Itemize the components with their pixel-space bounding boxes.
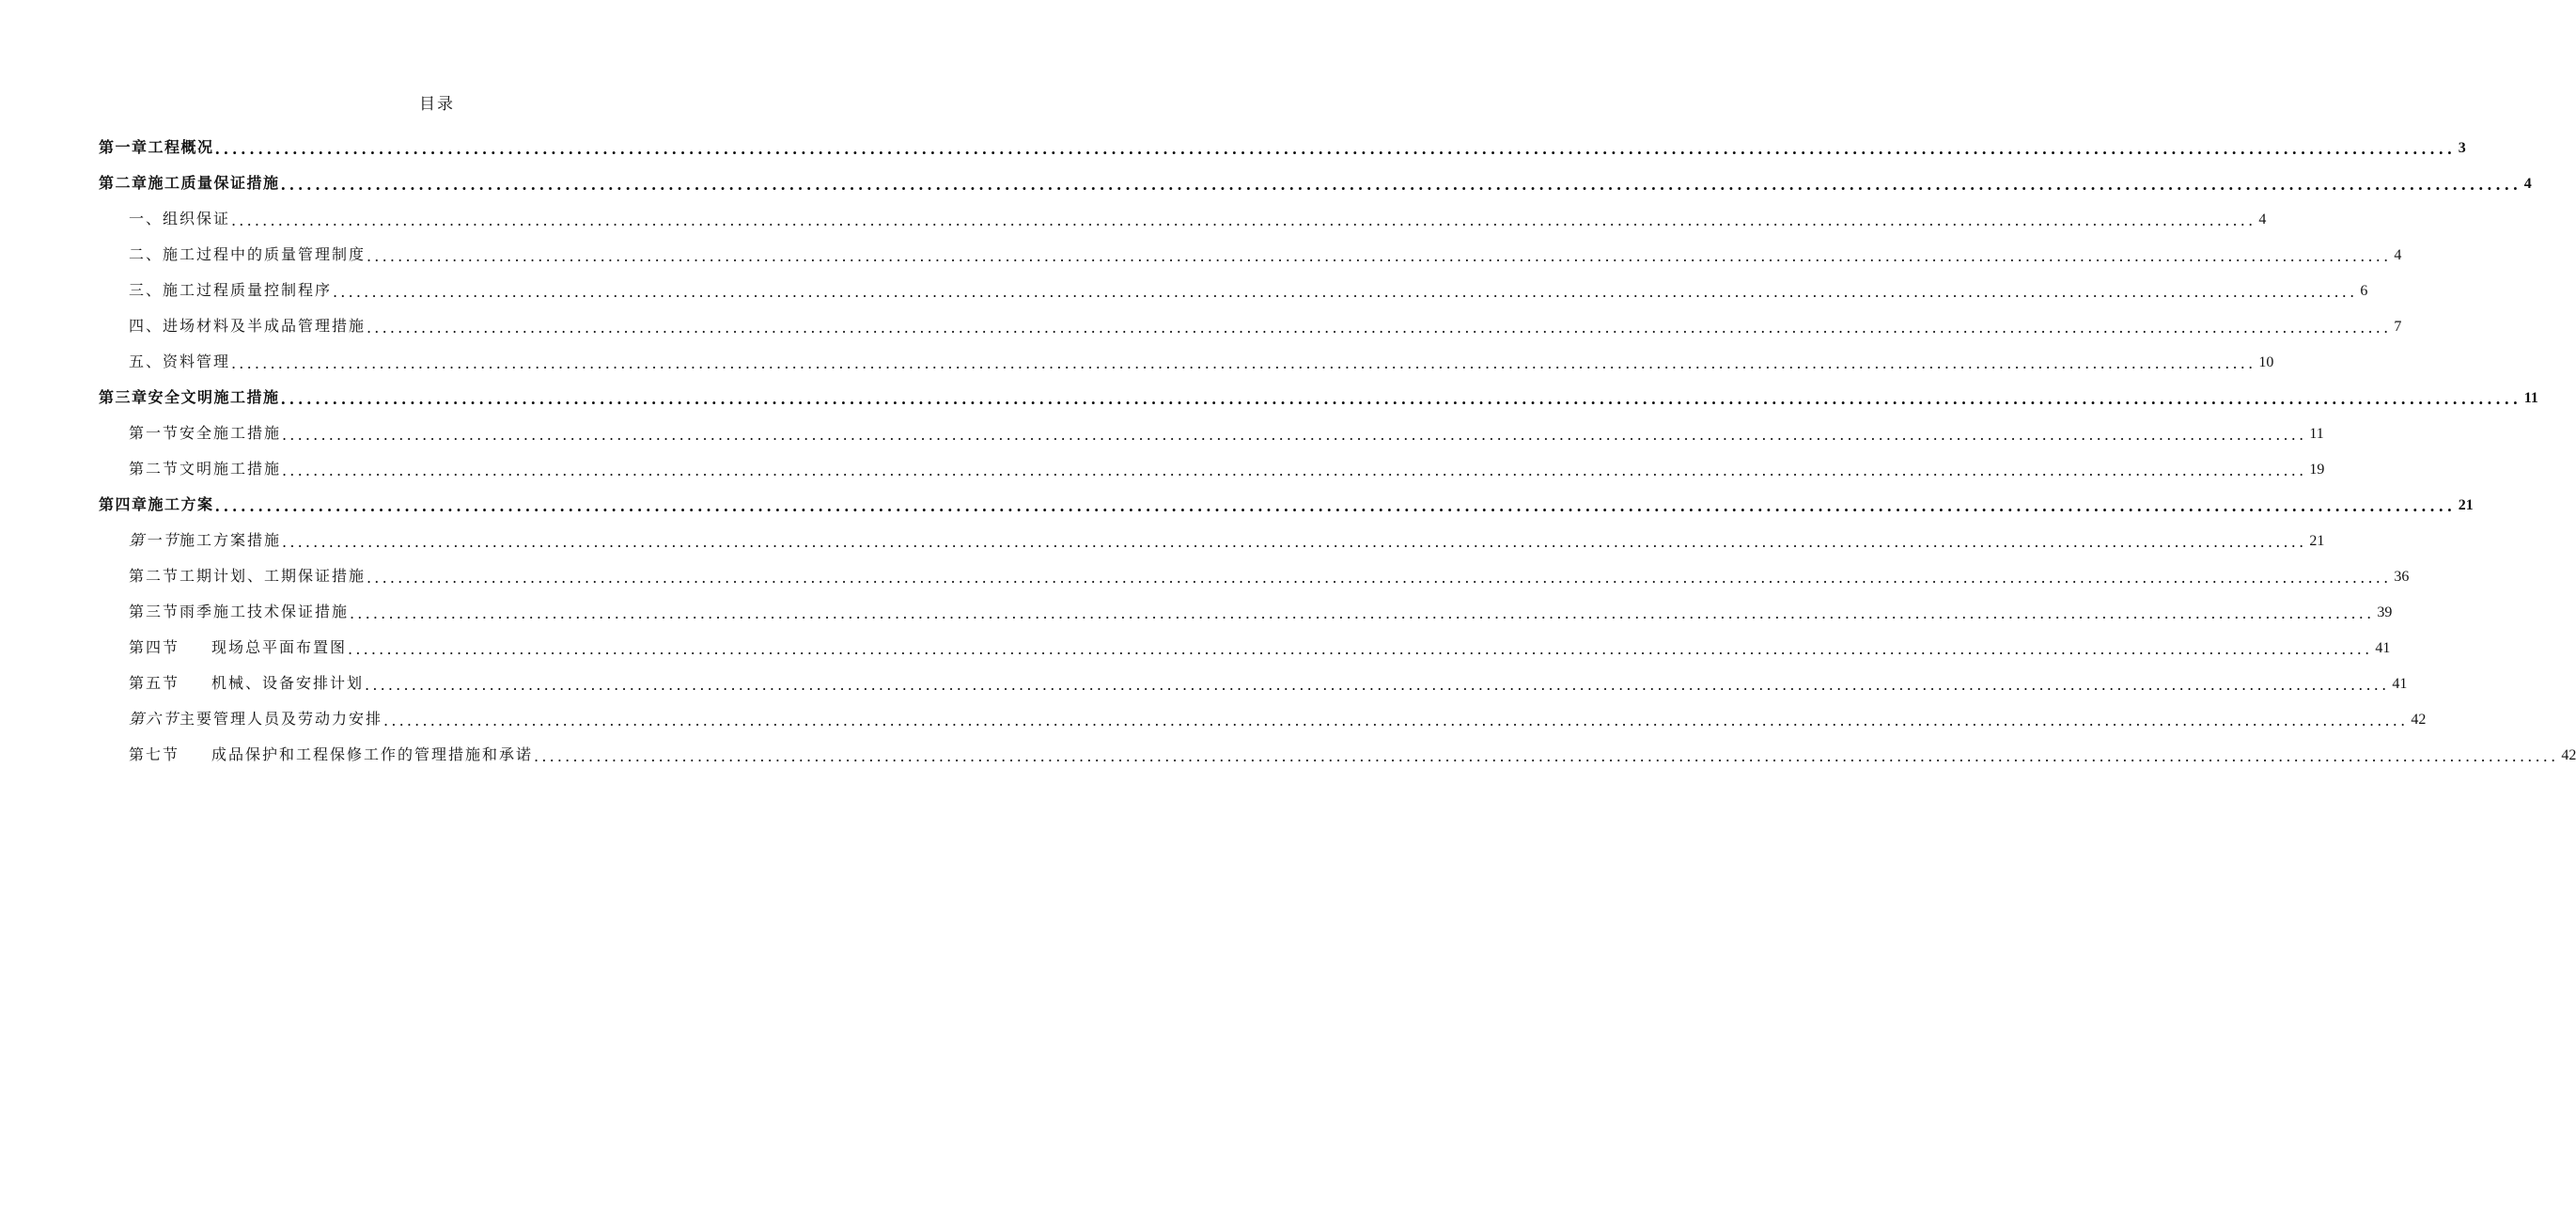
toc-entry-label [129, 671, 364, 693]
toc-dot-leader: .................................................................................................................................................................................................................................................................... [333, 283, 2358, 301]
toc-entry-label [129, 421, 281, 443]
toc-entry-text: 第四章施工方案 [99, 495, 214, 513]
toc-dot-leader: .................................................................................................................................................................................................................................................................... [348, 640, 2373, 658]
toc-section-entry[interactable] [99, 271, 2368, 306]
toc-section-entry[interactable] [99, 557, 2410, 592]
toc-dot-leader: .................................................................................................................................................................................................................................................................... [367, 569, 2392, 587]
toc-dot-leader: .................................................................................................................................................................................................................................................................... [534, 747, 2559, 765]
toc-section-entry[interactable] [99, 199, 2267, 235]
toc-section-entry[interactable] [99, 592, 2393, 628]
toc-entry-prefix: 第一节 [129, 531, 180, 549]
toc-page-number: 11 [2523, 390, 2538, 406]
toc-page-number: 36 [2394, 569, 2410, 585]
toc-dot-leader: .................................................................................................................................................................................................................................................................... [231, 212, 2256, 229]
toc-entry-label [99, 385, 280, 407]
toc-page-number: 41 [2392, 676, 2408, 692]
toc-entry-text: 四、进场材料及半成品管理措施 [129, 317, 367, 335]
toc-entry-text: 施工方案措施 [180, 531, 282, 549]
toc-entry-label [99, 493, 214, 514]
toc-entry-label [129, 564, 366, 586]
toc-section-entry[interactable] [99, 449, 2325, 485]
toc-dot-leader: .................................................................................................................................................................................................................................................................... [282, 533, 2307, 551]
toc-entry-text: 第二节工期计划、工期保证措施 [129, 567, 367, 585]
toc-entry-text: 一、组织保证 [129, 210, 231, 227]
toc-dot-leader: .................................................................................................................................................................................................................................................................... [282, 462, 2307, 479]
toc-entry-text: 三、施工过程质量控制程序 [129, 281, 333, 299]
toc-section-entry[interactable] [99, 628, 2391, 664]
toc-dot-leader: .................................................................................................................................................................................................................................................................... [214, 140, 2456, 158]
toc-dot-leader: .................................................................................................................................................................................................................................................................... [383, 712, 2409, 729]
toc-page-number: 21 [2458, 497, 2474, 513]
toc-dot-leader: .................................................................................................................................................................................................................................................................... [282, 426, 2307, 444]
toc-dot-leader: .................................................................................................................................................................................................................................................................... [350, 604, 2375, 622]
toc-entry-label [99, 135, 214, 157]
toc-entry-prefix: 第六节 [129, 710, 180, 728]
toc-page-number: 42 [2411, 712, 2427, 728]
toc-section-entry[interactable] [99, 521, 2325, 557]
toc-page-number: 39 [2377, 604, 2393, 620]
toc-chapter-entry[interactable] [99, 378, 2538, 414]
toc-page-number: 21 [2309, 533, 2325, 549]
toc-entry-text: 第一章工程概况 [99, 138, 214, 156]
toc-section-entry[interactable] [99, 735, 2576, 771]
toc-entry-label [129, 743, 533, 764]
toc-entry-label [129, 314, 366, 336]
toc-page-number: 7 [2394, 319, 2402, 335]
toc-entry-text: 主要管理人员及劳动力安排 [180, 710, 383, 728]
toc-entry-text: 五、资料管理 [129, 353, 231, 370]
toc-page-number: 11 [2309, 426, 2324, 442]
toc-chapter-entry[interactable] [99, 128, 2466, 164]
toc-entry-text: 第一节安全施工措施 [129, 424, 282, 442]
toc-dot-leader: .................................................................................................................................................................................................................................................................... [367, 247, 2392, 265]
toc-chapter-entry[interactable] [99, 485, 2474, 521]
toc-dot-leader: .................................................................................................................................................................................................................................................................... [214, 497, 2456, 515]
toc-dot-leader: .................................................................................................................................................................................................................................................................... [280, 176, 2521, 194]
toc-dot-leader: .................................................................................................................................................................................................................................................................... [367, 319, 2392, 337]
toc-entry-label [129, 350, 230, 371]
toc-dot-leader: .................................................................................................................................................................................................................................................................... [365, 676, 2390, 694]
toc-entry-text: 机械、设备安排计划 [211, 674, 365, 692]
toc-entry-prefix: 第五节 [129, 674, 180, 692]
toc-entry-text: 成品保护和工程保修工作的管理措施和承诺 [211, 745, 534, 763]
table-of-contents [99, 128, 2576, 771]
toc-entry-label [129, 707, 382, 729]
toc-page-number: 42 [2561, 747, 2576, 763]
toc-section-entry[interactable] [99, 235, 2402, 271]
toc-entry-prefix: 第七节 [129, 745, 180, 763]
toc-page-number: 4 [2523, 176, 2532, 192]
toc-entry-label [129, 207, 230, 228]
toc-section-entry[interactable] [99, 699, 2427, 735]
toc-dot-leader: .................................................................................................................................................................................................................................................................... [231, 354, 2256, 372]
toc-entry-text: 第二节文明施工措施 [129, 460, 282, 478]
toc-page-number: 10 [2258, 354, 2274, 370]
toc-entry-label [99, 171, 280, 193]
toc-page-number: 6 [2360, 283, 2368, 299]
toc-entry-text: 现场总平面布置图 [211, 638, 348, 656]
toc-dot-leader: .................................................................................................................................................................................................................................................................... [280, 390, 2521, 408]
toc-page-number: 19 [2309, 462, 2325, 478]
toc-title: 目录 [419, 95, 455, 114]
toc-entry-label [129, 243, 366, 264]
toc-entry-prefix: 第四节 [129, 638, 180, 656]
toc-page-number: 41 [2375, 640, 2391, 656]
toc-section-entry[interactable] [99, 342, 2274, 378]
toc-entry-label [129, 528, 281, 550]
toc-entry-text: 第三节雨季施工技术保证措施 [129, 603, 350, 620]
toc-entry-label [129, 635, 347, 657]
toc-entry-label [129, 457, 281, 478]
toc-entry-text: 第二章施工质量保证措施 [99, 174, 280, 192]
toc-section-entry[interactable] [99, 414, 2324, 449]
toc-entry-text: 第三章安全文明施工措施 [99, 388, 280, 406]
toc-entry-label [129, 600, 349, 621]
toc-section-entry[interactable] [99, 664, 2408, 699]
toc-entry-label [129, 278, 332, 300]
toc-page-number: 4 [2258, 212, 2267, 227]
toc-page-number: 3 [2458, 140, 2466, 156]
toc-section-entry[interactable] [99, 306, 2402, 342]
toc-chapter-entry[interactable] [99, 164, 2532, 199]
toc-entry-text: 二、施工过程中的质量管理制度 [129, 245, 367, 263]
toc-page-number: 4 [2394, 247, 2402, 263]
